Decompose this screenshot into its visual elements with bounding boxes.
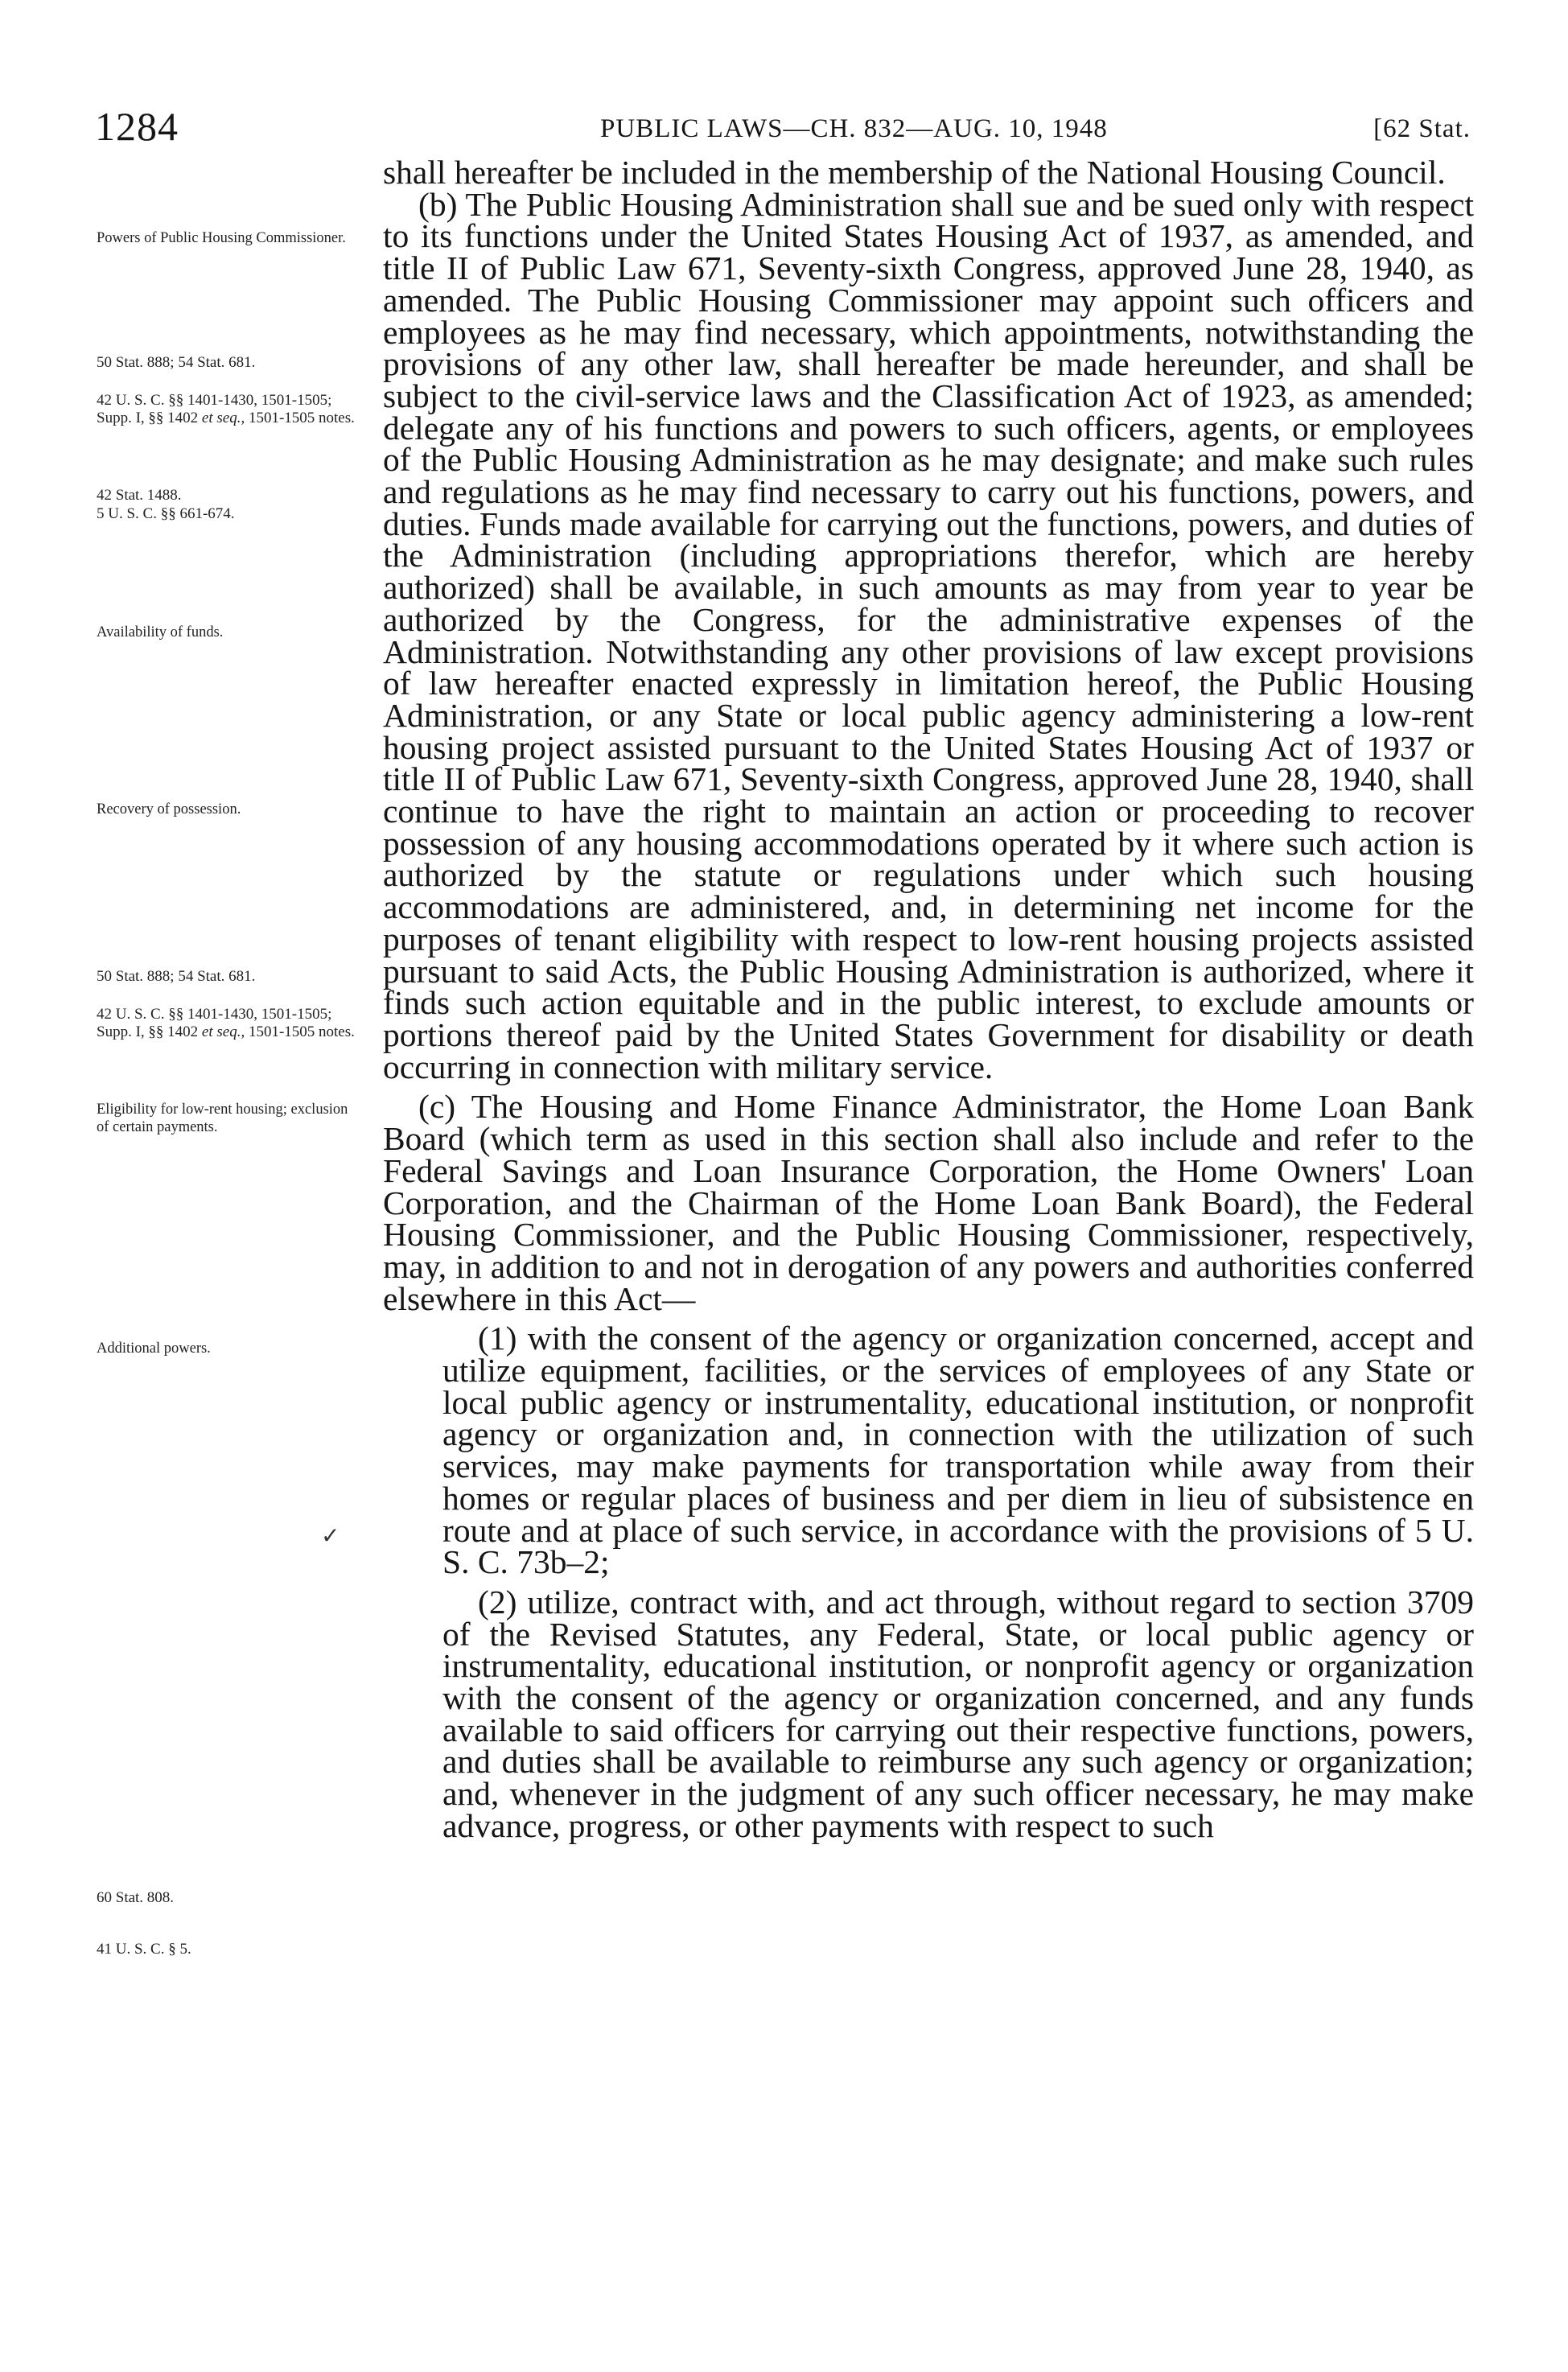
margin-citation-60-stat: 60 Stat. 808. bbox=[97, 1889, 175, 1906]
margin-citation-usc bbox=[97, 392, 362, 427]
clause-2: (2) utilize, contract with, and act through, without regard to section 3709 of the Revised Statutes, any Federal, State, or local public agency or instrumentality, educational institution, or nonprofit agency or organization with the consent of the agency or organization concerned, and any funds available to said officers for carrying out their respective functions, powers, and duties shall be available to reimburse any such agency or organization; and, whenever in the judgment of any such officer necessary, he may make advance, progress, or other payments with respect to such bbox=[442, 1583, 1474, 1844]
citation-italic: et seq. bbox=[201, 410, 241, 426]
subsection-c: (c) The Housing and Home Finance Administrator, the Home Loan Bank Board (which term as used in this section shall also include and refer to the Federal Savings and Loan Insurance Corporation, the Home Owners' Loan Corporation, and the Chairman of the Home Loan Bank Board), the Federal Housing Commissioner, and the Public Housing Commissioner, respectively, may, in addition to and not in derogation of any powers and authorities conferred elsewhere in this Act— bbox=[383, 1088, 1474, 1317]
citation-text-end: , 1501-1505 notes. bbox=[241, 410, 355, 426]
margin-note-additional-powers: Additional powers. bbox=[97, 1340, 211, 1357]
citation-text: 42 U. S. C. §§ 1401-1430, 1501-1505; Supp. I, §§ 1402 bbox=[97, 1006, 332, 1040]
citation-text-end: , 1501-1505 notes. bbox=[241, 1023, 355, 1040]
page-header bbox=[95, 103, 1471, 151]
margin-note-eligibility: Eligibility for low-rent housing; exclusion of certain payments. bbox=[97, 1102, 348, 1135]
paragraph-continuation: shall hereafter be included in the membership of the National Housing Council. bbox=[383, 154, 1446, 191]
margin-note-recovery: Recovery of possession. bbox=[97, 801, 241, 817]
volume-reference: [62 Stat. bbox=[1373, 114, 1471, 143]
citation-text: 42 U. S. C. §§ 1401-1430, 1501-1505; Supp. I, §§ 1402 bbox=[97, 392, 332, 426]
margin-citation-stat-2: 42 Stat. 1488. bbox=[97, 487, 182, 504]
clause-1: (1) with the consent of the agency or organization concerned, accept and utilize equipment, facilities, or the services of employees of any State or local public agency or instrumentality, educational institution, or nonprofit agency or organization and, in connection with the utilization of such services, may make payments for transportation while away from their homes or regular places of business and per diem in lieu of subsistence en route and at place of such service, in accordance with the provisions of 5 U. S. C. 73b–2; bbox=[442, 1320, 1474, 1581]
check-mark-icon: ✓ bbox=[321, 1524, 340, 1549]
page-number: 1284 bbox=[95, 104, 179, 149]
running-title: PUBLIC LAWS—CH. 832—AUG. 10, 1948 bbox=[600, 114, 1108, 143]
margin-citation-usc-3 bbox=[97, 1006, 362, 1041]
subsection-b: (b) The Public Housing Administration shall sue and be sued only with respect to its functions under the United States Housing Act of 1937, as amended, and title II of Public Law 671, Seventy-sixth Congress, approved June 28, 1940, as amended. The Public Housing Commissioner may appoint such officers and employees as he may find necessary, which appointments, notwithstanding the provisions of any other law, shall hereafter be made hereunder, and shall be subject to the civil-service laws and the Classification Act of 1923, as amended; delegate any of his functions and powers to such officers, agents, or employees of the Public Housing Administration as he may designate; and make such rules and regulations as he may find necessary to carry out his functions, powers, and duties. Funds made available for carrying out the functions, powers, and duties of the Administration (including appropriations therefor, which are hereby authorized) shall be available, in such amounts as may from year to year be authorized by the Congress, for the administrative expenses of the Administration. Notwithstanding any other provisions of law except provisions of law hereafter enacted expressly in limitation hereof, the Public Housing Administration, or any State or local public agency administering a low-rent housing project assisted pursuant to the United States Housing Act of 1937 or title II of Public Law 671, Seventy-sixth Congress, approved June 28, 1940, shall continue to have the right to maintain an action or proceeding to recover possession of any housing accommodations operated by it where such action is authorized by the statute or regulations under which such housing accommodations are administered, and, in determining net income for the purposes of tenant eligibility with respect to low-rent housing projects assisted pursuant to said Acts, the Public Housing Administration is authorized, where it finds such action equitable and in the public interest, to exclude amounts or portions thereof paid by the United States Government for disability or death occurring in connection with military service. bbox=[383, 185, 1474, 1085]
margin-note-powers: Powers of Public Housing Commissioner. bbox=[97, 230, 346, 246]
margin-citation-usc-2: 5 U. S. C. §§ 661-674. bbox=[97, 505, 235, 522]
citation-italic: et seq. bbox=[201, 1023, 241, 1040]
margin-citation-41-usc: 41 U. S. C. § 5. bbox=[97, 1941, 191, 1958]
margin-note-funds: Availability of funds. bbox=[97, 624, 224, 640]
margin-citation-stat-3: 50 Stat. 888; 54 Stat. 681. bbox=[97, 968, 256, 985]
body-text bbox=[383, 154, 1474, 1844]
margin-citation-stat: 50 Stat. 888; 54 Stat. 681. bbox=[97, 354, 256, 371]
